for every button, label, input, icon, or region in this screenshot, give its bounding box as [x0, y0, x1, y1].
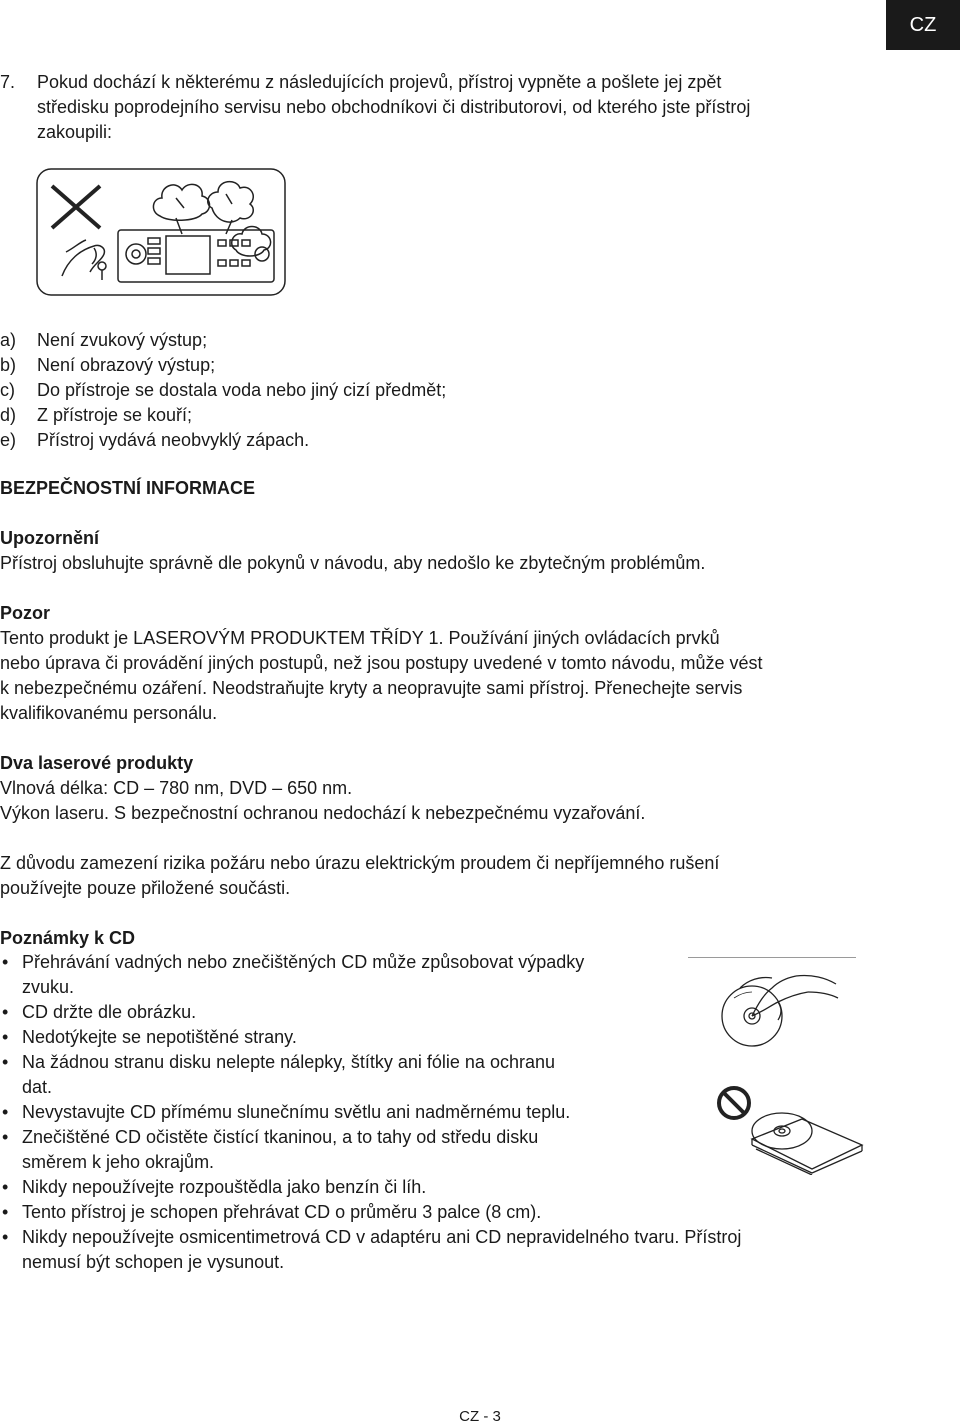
bullet: • [2, 1127, 9, 1147]
bullet: • [2, 1177, 9, 1197]
fire-warning-text [0, 851, 900, 901]
list-item [0, 428, 700, 453]
list-text: Přístroj vydává neobvyklý zápach. [37, 430, 310, 450]
page-number: CZ - 3 [459, 1408, 501, 1425]
bullet: • [2, 1227, 9, 1247]
list-item [0, 378, 700, 403]
caution-text [0, 626, 900, 726]
laser-text [0, 776, 900, 826]
text-line: Přístroj obsluhujte správně dle pokynů v návodu, aby nedošlo ke zbytečným problémům. [0, 553, 706, 573]
list-item [0, 1225, 900, 1275]
text-line: CD držte dle obrázku. [22, 1002, 197, 1022]
text-line: kvalifikovanému personálu. [0, 703, 218, 723]
text-line: nebo úprava či provádění jiných postupů, než jsou postupy uvedené v tomto návodu, může vést [0, 653, 763, 673]
text-line: zakoupili: [37, 122, 113, 142]
text-line: Nikdy nepoužívejte rozpouštědla jako benzín či líh. [22, 1177, 427, 1197]
language-tab: CZ [886, 0, 960, 50]
text-line: Z důvodu zamezení rizika požáru nebo úrazu elektrickým proudem či nepříjemného rušení [0, 853, 720, 873]
bullet: • [2, 1102, 9, 1122]
bullet: • [2, 1002, 9, 1022]
cross-icon [52, 186, 100, 228]
text-line: směrem k jeho okrajům. [22, 1152, 215, 1172]
item-7-text [37, 70, 877, 145]
cd-notes-title: Poznámky k CD [0, 928, 136, 948]
list-item [0, 1200, 900, 1225]
bullet: • [2, 1202, 9, 1222]
text-line: středisku poprodejního servisu nebo obchodníkovi či distributorovi, od kterého jste přístroj [37, 97, 751, 117]
divider [688, 957, 856, 958]
cd-do-not-illustration [712, 1075, 864, 1175]
laser-title: Dva laserové produkty [0, 753, 194, 773]
text-line: Nikdy nepoužívejte osmicentimetrová CD v adaptéru ani CD nepravidelného tvaru. Přístroj [22, 1227, 742, 1247]
text-line: Znečištěné CD očistěte čistící tkaninou, a to tahy od středu disku [22, 1127, 539, 1147]
hand-icon [740, 975, 838, 1020]
text-line: Tento přístroj je schopen přehrávat CD o průměru 3 palce (8 cm). [22, 1202, 542, 1222]
text-line: Přehrávání vadných nebo znečištěných CD může způsobovat výpadky [22, 952, 585, 972]
list-label: e) [0, 430, 17, 450]
list-item [0, 403, 700, 428]
bullet: • [2, 1052, 9, 1072]
item-number: 7. [0, 72, 16, 92]
cd-holding-illustration [712, 968, 840, 1050]
list-text: Není obrazový výstup; [37, 355, 216, 375]
text-line: Nevystavujte CD přímému slunečnímu světlu ani nadměrnému teplu. [22, 1102, 571, 1122]
section-heading-safety: BEZPEČNOSTNÍ INFORMACE [0, 478, 256, 498]
list-label: a) [0, 330, 17, 350]
text-line: používejte pouze přiložené součásti. [0, 878, 291, 898]
list-text: Není zvukový výstup; [37, 330, 208, 350]
list-label: c) [0, 380, 15, 400]
list-item [0, 328, 700, 353]
list-label: d) [0, 405, 17, 425]
symptom-list [0, 328, 700, 453]
hand-icon [62, 240, 106, 280]
text-line: nemusí být schopen je vysunout. [22, 1252, 285, 1272]
text-line: zvuku. [22, 977, 75, 997]
text-line: k nebezpečnému ozáření. Neodstraňujte kryty a neopravujte sami přístroj. Přenechejte servis [0, 678, 743, 698]
text-line: Pokud dochází k některému z následujících projevů, přístroj vypněte a pošlete jej zpět [37, 72, 722, 92]
text-line: Na žádnou stranu disku nelepte nálepky, štítky ani fólie na ochranu [22, 1052, 555, 1072]
prohibited-icon [719, 1088, 749, 1118]
list-item [0, 353, 700, 378]
text-line: dat. [22, 1077, 53, 1097]
bullet: • [2, 1027, 9, 1047]
cd-disc-icon [752, 1113, 812, 1149]
list-text: Z přístroje se kouří; [37, 405, 193, 425]
warning-text [0, 551, 900, 576]
text-line: Výkon laseru. S bezpečnostní ochranou nedochází k nebezpečnému vyzařování. [0, 803, 646, 823]
bullet: • [2, 952, 9, 972]
smoke-icon [153, 182, 270, 256]
list-item [0, 1175, 900, 1200]
text-line: Tento produkt je LASEROVÝM PRODUKTEM TŘÍDY 1. Používání jiných ovládacích prvků [0, 628, 720, 648]
malfunction-illustration [36, 168, 286, 296]
warning-title: Upozornění [0, 528, 99, 548]
text-line: Nedotýkejte se nepotištěné strany. [22, 1027, 297, 1047]
list-label: b) [0, 355, 17, 375]
text-line: Vlnová délka: CD – 780 nm, DVD – 650 nm. [0, 778, 353, 798]
list-text: Do přístroje se dostala voda nebo jiný cizí předmět; [37, 380, 447, 400]
caution-title: Pozor [0, 603, 51, 623]
